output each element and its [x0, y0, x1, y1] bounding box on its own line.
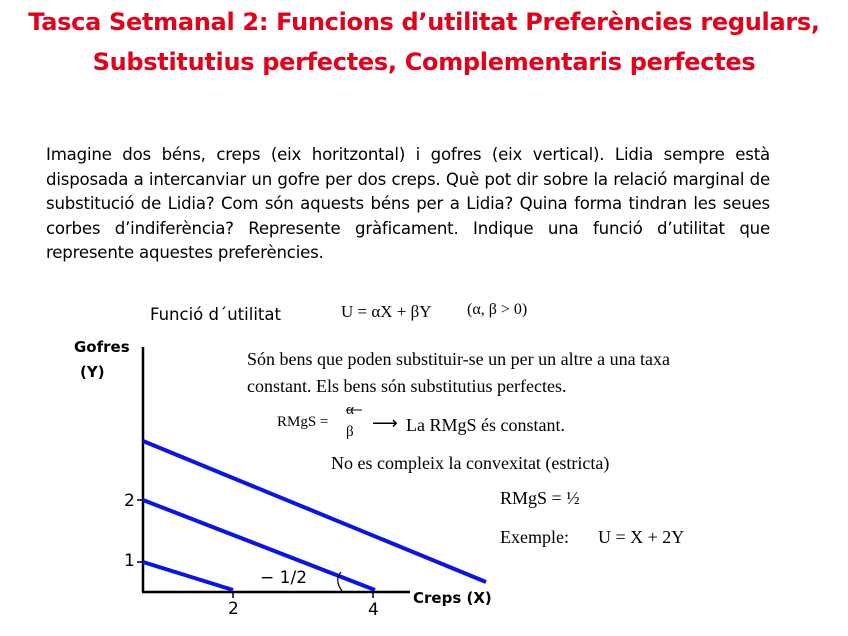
- rmgs-formula-prefix: RMgS =: [277, 414, 329, 430]
- x-tick-label-2: 2: [228, 599, 239, 619]
- explanation-line-2: constant. Els bens són substitutius perfectes.: [247, 376, 567, 396]
- utility-formula: U = αX + βY: [341, 302, 432, 321]
- slide-title-line-2: Substitutius perfectes, Complementaris perfectes: [92, 48, 756, 76]
- question-paragraph: Imagine dos béns, creps (eix horitzontal) i gofres (eix vertical). Lidia sempre està disposada a intercanviar un gofre per dos creps. Què pot dir sobre la relació marginal de substitució de Lidia? Com són aquests béns per a Lidia? Quina forma tindran les seues corbes d’indiferència? Represente gràficament. Indique una funció d’utilitat que represente aquestes preferències.: [46, 145, 770, 262]
- x-tick-label-4: 4: [368, 600, 379, 620]
- x-axis-label: Creps (X): [413, 589, 492, 607]
- rmgs-denominator: β: [346, 424, 354, 440]
- utility-condition: (α, β > 0): [467, 301, 528, 318]
- example-formula: U = X + 2Y: [598, 527, 685, 547]
- y-axis-unit: (Y): [80, 363, 105, 381]
- slide-title-line-1: Tasca Setmanal 2: Funcions d’utilitat Preferències regulars,: [28, 8, 820, 36]
- arrow-icon: ⟶: [372, 413, 398, 433]
- y-tick-label-2: 2: [124, 491, 135, 511]
- rmgs-numerator: α: [346, 402, 354, 418]
- example-label: Exemple:: [500, 527, 569, 547]
- utility-function-label: Funció d´utilitat: [150, 305, 281, 324]
- convexity-note: No es compleix la convexitat (estricta): [331, 453, 610, 473]
- y-axis-label: Gofres: [74, 338, 130, 356]
- slope-label: − 1/2: [260, 568, 308, 588]
- rmgs-value: RMgS = ½: [500, 488, 580, 508]
- y-tick-label-1: 1: [124, 551, 135, 571]
- indifference-curve-3: [143, 441, 486, 582]
- rmgs-constant-text: La RMgS és constant.: [406, 415, 565, 435]
- indifference-curve-2: [143, 500, 375, 590]
- explanation-line-1: Són bens que poden substituir-se un per un altre a una taxa: [247, 349, 671, 369]
- indifference-curve-1: [143, 562, 233, 590]
